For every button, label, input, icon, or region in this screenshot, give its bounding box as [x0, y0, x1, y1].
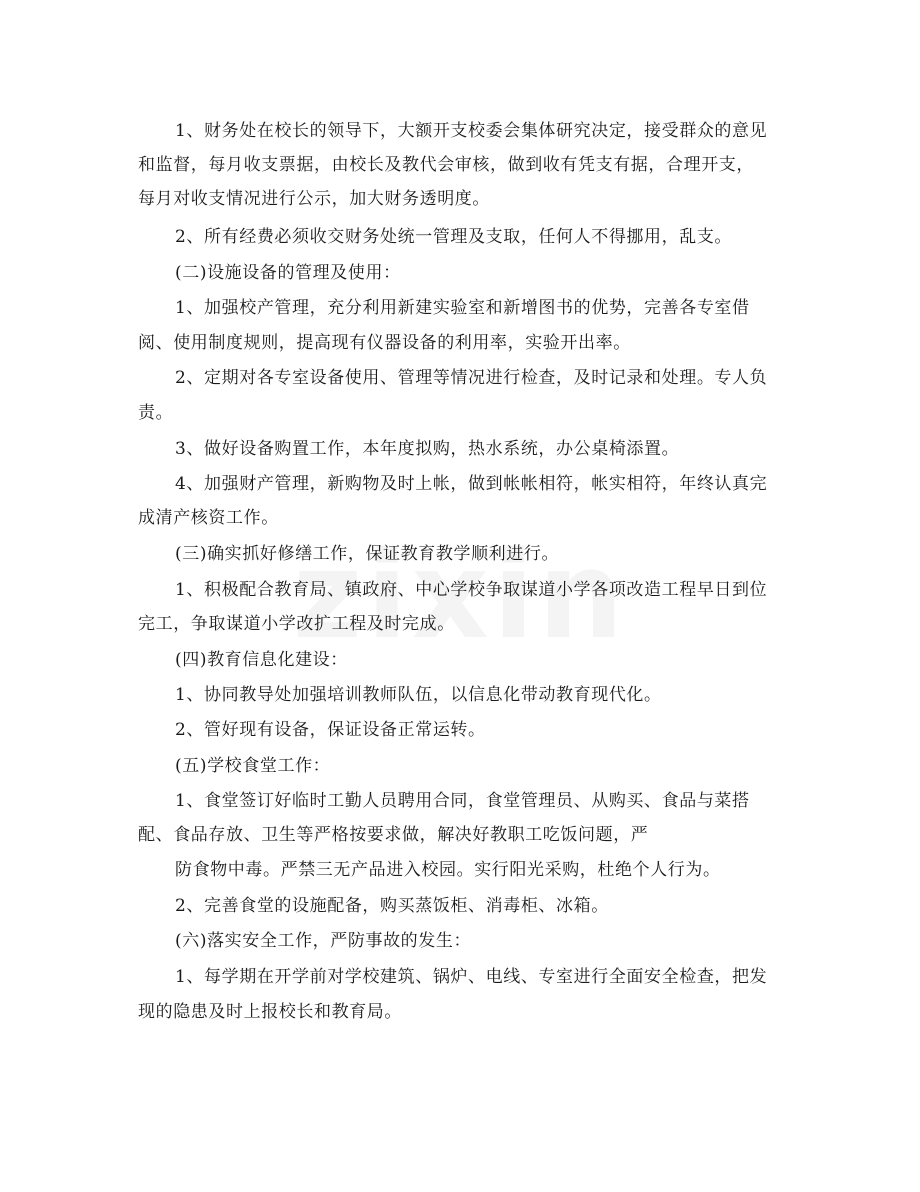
section-heading: (五)学校食堂工作： — [175, 756, 331, 776]
text-line: 完工，争取谋道小学改扩工程及时完成。 — [138, 614, 455, 634]
text-line: 1、积极配合教育局、镇政府、中心学校争取谋道小学各项改造工程早日到位 — [175, 580, 768, 600]
text-line: 2、定期对各专室设备使用、管理等情况进行检查，及时记录和处理。专人负 — [175, 368, 768, 388]
text-line: 1、每学期在开学前对学校建筑、锅炉、电线、专室进行全面安全检查，把发 — [175, 967, 768, 987]
text-line: 1、加强校产管理，充分利用新建实验室和新增图书的优势，完善各专室借 — [175, 298, 750, 318]
text-line: 配、食品存放、卫生等严格按要求做，解决好教职工吃饭问题，严 — [138, 825, 649, 845]
text-line: 2、管好现有设备，保证设备正常运转。 — [175, 720, 486, 740]
text-line: 阅、使用制度规则，提高现有仪器设备的利用率，实验开出率。 — [138, 333, 631, 353]
text-line: 防食物中毒。严禁三无产品进入校园。实行阳光采购，杜绝个人行为。 — [175, 860, 721, 880]
text-line: 3、做好设备购置工作，本年度拟购，热水系统，办公桌椅添置。 — [175, 439, 680, 459]
text-line: 成清产核资工作。 — [138, 508, 279, 528]
section-heading: (四)教育信息化建设： — [175, 650, 348, 670]
text-line: 1、协同教导处加强培训教师队伍，以信息化带动教育现代化。 — [175, 685, 662, 705]
text-line: 1、食堂签订好临时工勤人员聘用合同，食堂管理员、从购买、食品与菜搭 — [175, 791, 750, 811]
text-line: 1、财务处在校长的领导下，大额开支校委会集体研究决定，接受群众的意见 — [175, 121, 768, 141]
section-heading: (三)确实抓好修缮工作，保证教育教学顺利进行。 — [175, 544, 560, 564]
section-heading: (二)设施设备的管理及使用： — [175, 263, 401, 283]
text-line: 2、所有经费必须收交财务处统一管理及支取，任何人不得挪用，乱支。 — [175, 227, 733, 247]
text-line: 4、加强财产管理，新购物及时上帐，做到帐帐相符，帐实相符，年终认真完 — [175, 474, 768, 494]
text-line: 2、完善食堂的设施配备，购买蒸饭柜、消毒柜、冰箱。 — [175, 896, 609, 916]
text-line: 现的隐患及时上报校长和教育局。 — [138, 1002, 402, 1022]
text-line: 和监督，每月收支票据，由校长及教代会审核，做到收有凭支有据，合理开支， — [138, 155, 754, 175]
text-line: 责。 — [138, 403, 174, 423]
text-line: 每月对收支情况进行公示，加大财务透明度。 — [138, 189, 490, 209]
section-heading: (六)落实安全工作，严防事故的发生： — [175, 931, 472, 951]
